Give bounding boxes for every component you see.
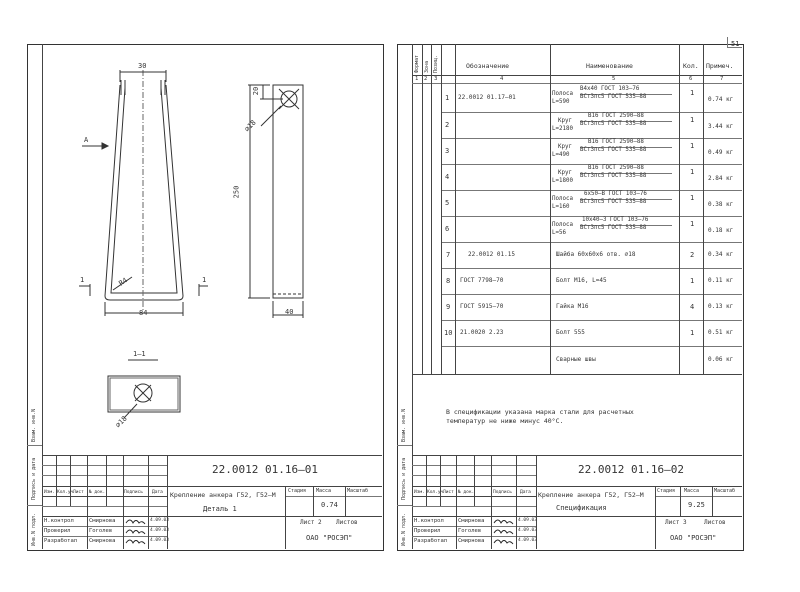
col-num-6: 6	[689, 76, 693, 82]
left-mass-value: 0.74	[321, 501, 338, 509]
row-grade-bottom: ВСт3пс5 ГОСТ 535–88	[580, 121, 647, 127]
row-qty: 1	[690, 89, 695, 97]
right-col-head-5: Дата	[520, 490, 531, 495]
left-role-1: Проверил	[44, 528, 71, 534]
section-mark-right: 1	[202, 276, 207, 284]
left-person-1: Гоголев	[89, 528, 113, 534]
left-scale-head: Масштаб	[347, 488, 369, 494]
row-name: Сварные швы	[556, 356, 596, 363]
row-length: L=1800	[552, 178, 573, 184]
left-col-head-1: Кол.уч	[57, 490, 74, 495]
dim-hole: ⌀18	[243, 118, 258, 134]
right-name-line2: Спецификация	[556, 504, 607, 512]
right-scale-head: Масштаб	[714, 488, 736, 494]
left-col-head-4: Подпись	[124, 490, 143, 495]
row-designation: ГОСТ 5915–70	[460, 303, 504, 310]
row-length: L=2180	[552, 126, 573, 132]
left-doc-number: 22.0012 01.16–01	[212, 463, 318, 476]
right-mass-head: Масса	[684, 488, 700, 494]
row-qty: 1	[690, 220, 695, 228]
row-prefix: Полоса	[552, 222, 573, 228]
col-num-2: 2	[424, 76, 428, 82]
row-pos: 10	[444, 329, 453, 337]
col-num-7: 7	[720, 76, 724, 82]
left-stamp-inventory: Инв.N подл.	[31, 512, 37, 546]
row-note: 0.34 кг	[708, 251, 734, 258]
row-pos: 3	[445, 147, 450, 155]
row-length: L=490	[552, 152, 570, 158]
right-col-head-3: № док.	[458, 490, 475, 495]
left-stamp-replace: Взам. инв.N	[31, 408, 37, 442]
row-grade-top: В16 ГОСТ 2590–88	[588, 165, 644, 171]
row-name: Шайба 60х60х6 отв. ⌀18	[556, 251, 636, 258]
row-grade-bottom: ВСт3пс5 ГОСТ 535–88	[580, 94, 647, 100]
left-person-2: Смирнова	[89, 538, 116, 544]
row-pos: 5	[445, 199, 450, 207]
left-role-0: Н.контрол	[44, 518, 74, 524]
right-stamp-inventory: Инв.N подл.	[401, 512, 407, 546]
row-note: 0.06 кг	[708, 356, 734, 363]
dim-side-width: 40	[285, 308, 294, 316]
row-designation: 22.0012 01.15	[468, 251, 515, 258]
row-pos: 4	[445, 173, 450, 181]
section-title: 1–1	[133, 350, 146, 358]
left-date-0: 4.09.03	[150, 518, 169, 523]
left-col-head-5: Дата	[152, 490, 163, 495]
left-col-head-0: Изм.	[44, 490, 55, 495]
row-prefix: Круг	[558, 118, 572, 124]
row-note: 3.44 кг	[708, 123, 734, 130]
row-grade-top: 6х50–В ГОСТ 103–76	[584, 191, 647, 197]
right-col-head-4: Подпись	[493, 490, 512, 495]
col-num-4: 4	[500, 76, 504, 82]
right-person-1: Гоголев	[458, 528, 482, 534]
left-stage-head: Стадия	[288, 488, 307, 494]
row-note: 0.11 кг	[708, 277, 734, 284]
left-org: ОАО "РОСЭП"	[306, 534, 353, 542]
row-qty: 4	[690, 303, 695, 311]
dim-radius: R4	[117, 276, 129, 288]
right-col-head-2: Лист	[443, 490, 454, 495]
row-designation: ГОСТ 7798–70	[460, 277, 504, 284]
row-note: 0.49 кг	[708, 149, 734, 156]
dim-height: 250	[232, 185, 241, 199]
spec-note-line2: температур не ниже минус 40°С.	[446, 417, 564, 425]
row-pos: 8	[446, 277, 451, 285]
left-date-1: 4.09.03	[150, 528, 169, 533]
view-arrow-label: A	[84, 136, 89, 144]
left-name-line1: Крепление анкера Г52, Г52–М	[170, 491, 276, 499]
col-num-3: 3	[434, 76, 438, 82]
dim-top-width: 30	[138, 62, 147, 70]
right-role-1: Проверил	[414, 528, 441, 534]
row-qty: 1	[690, 116, 695, 124]
left-name-line2: Деталь 1	[203, 505, 237, 513]
col-num-5: 5	[612, 76, 616, 82]
left-col-head-3: № док.	[89, 490, 106, 495]
section-hole: ⌀18	[114, 414, 129, 430]
row-qty: 1	[690, 329, 695, 337]
col-head-name: Наименование	[586, 62, 633, 70]
right-doc-number: 22.0012 01.16–02	[578, 463, 684, 476]
right-role-0: Н.контрол	[414, 518, 444, 524]
row-note: 0.74 кг	[708, 96, 734, 103]
col-head-qty: Кол.	[683, 62, 699, 70]
row-name: Гайка М16	[556, 303, 589, 310]
left-sheet-label: Лист 2	[300, 519, 322, 526]
right-date-1: 4.09.03	[518, 528, 537, 533]
col-head-note: Примеч.	[706, 62, 734, 70]
right-col-head-1: Кол.уч	[427, 490, 444, 495]
right-role-2: Разработал	[414, 538, 448, 544]
right-stage-head: Стадия	[657, 488, 676, 494]
spec-note-line1: В спецификации указана марка стали для расчетных	[446, 408, 634, 416]
col-head-designation: Обозначение	[466, 62, 510, 70]
right-col-head-0: Изм.	[414, 490, 425, 495]
row-grade-top: В16 ГОСТ 2590–88	[588, 139, 644, 145]
right-stamp-replace: Взам. инв.N	[401, 408, 407, 442]
row-note: 2.84 кг	[708, 175, 734, 182]
row-note: 0.13 кг	[708, 303, 734, 310]
row-length: L=160	[552, 204, 570, 210]
row-qty: 1	[690, 277, 695, 285]
row-qty: 1	[690, 142, 695, 150]
right-name-line1: Крепление анкера Г52, Г52–М	[538, 491, 644, 499]
row-name: Болт 555	[556, 329, 585, 336]
row-pos: 9	[446, 303, 451, 311]
dim-bottom-width: 84	[139, 309, 148, 317]
row-note: 0.18 кг	[708, 227, 734, 234]
left-mass-head: Масса	[316, 488, 332, 494]
row-designation: 22.0012 01.17–01	[458, 94, 516, 101]
row-name: Болт М16, L=45	[556, 277, 607, 284]
dim-hole-offset: 20	[252, 86, 261, 96]
row-pos: 7	[446, 251, 451, 259]
right-mass-value: 9.25	[688, 501, 705, 509]
row-prefix: Круг	[558, 170, 572, 176]
right-org: ОАО "РОСЭП"	[670, 534, 717, 542]
right-sheet-label: Лист 3	[665, 519, 687, 526]
row-qty: 1	[690, 194, 695, 202]
row-prefix: Полоса	[552, 196, 573, 202]
col-head-pos: Позиц.	[433, 54, 439, 73]
row-prefix: Круг	[558, 144, 572, 150]
row-note: 0.38 кг	[708, 201, 734, 208]
row-grade-bottom: ВСт3пс5 ГОСТ 535–88	[580, 147, 647, 153]
right-sheets-label: Листов	[704, 519, 726, 526]
left-date-2: 4.09.03	[150, 538, 169, 543]
row-pos: 1	[445, 94, 450, 102]
section-mark-left: 1	[80, 276, 85, 284]
left-role-2: Разработал	[44, 538, 78, 544]
row-length: L=56	[552, 230, 566, 236]
row-grade-top: 10х40–3 ГОСТ 103–76	[582, 217, 649, 223]
right-date-2: 4.09.03	[518, 538, 537, 543]
row-grade-bottom: ВСт3пс5 ГОСТ 535–88	[580, 225, 647, 231]
row-pos: 2	[445, 121, 450, 129]
left-person-0: Смирнова	[89, 518, 116, 524]
row-grade-top: В16 ГОСТ 2590–88	[588, 113, 644, 119]
col-num-1: 1	[415, 76, 419, 82]
row-note: 0.51 кг	[708, 329, 734, 336]
row-designation: 21.0020 2.23	[460, 329, 504, 336]
left-col-head-2: Лист	[73, 490, 84, 495]
right-person-0: Смирнова	[458, 518, 485, 524]
row-length: L=590	[552, 99, 570, 105]
row-pos: 6	[445, 225, 450, 233]
row-qty: 2	[690, 251, 695, 259]
left-sheets-label: Листов	[336, 519, 358, 526]
right-person-2: Смирнова	[458, 538, 485, 544]
row-grade-bottom: ВСт3пс5 ГОСТ 535–88	[580, 199, 647, 205]
col-head-format: Формат	[414, 54, 420, 73]
right-date-0: 4.09.03	[518, 518, 537, 523]
row-grade-top: В4х40 ГОСТ 103–76	[580, 86, 640, 92]
row-qty: 1	[690, 168, 695, 176]
left-stamp-signature: Подпись и дата	[31, 457, 37, 500]
row-prefix: Полоса	[552, 91, 573, 97]
col-head-zone: Зона	[424, 60, 430, 73]
right-stamp-signature: Подпись и дата	[401, 457, 407, 500]
row-grade-bottom: ВСт3пс5 ГОСТ 535–88	[580, 173, 647, 179]
page-number: 51	[731, 40, 740, 48]
